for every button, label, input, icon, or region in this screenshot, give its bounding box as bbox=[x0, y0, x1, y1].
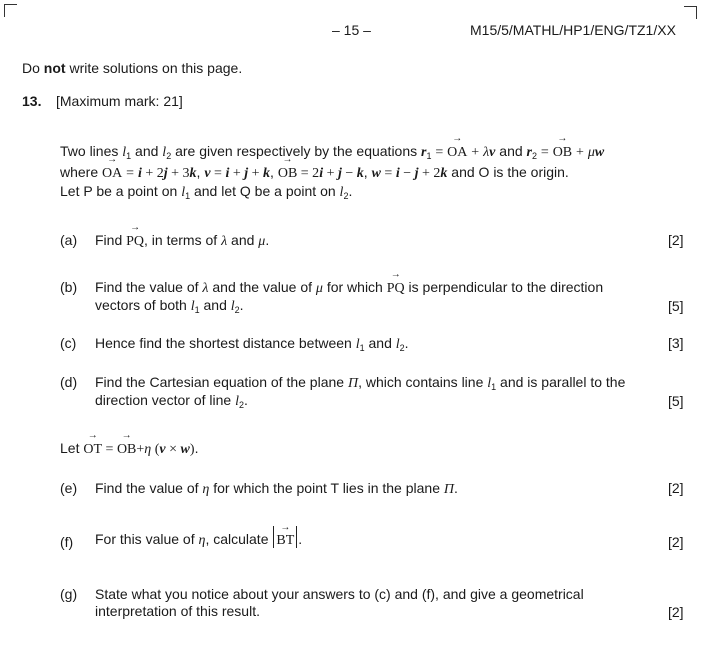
part-c-text: Hence find the shortest distance between $l_1$ and $l_2$. bbox=[95, 335, 409, 353]
paper-reference: M15/5/MATHL/HP1/ENG/TZ1/XX bbox=[470, 22, 676, 38]
part-f-text: For this value of η, calculate → BT . bbox=[95, 526, 302, 549]
part-c-label: (c) bbox=[60, 335, 77, 351]
part-d-label: (d) bbox=[60, 374, 78, 390]
part-a-mark: [2] bbox=[668, 232, 684, 248]
part-d-mark: [5] bbox=[668, 393, 684, 409]
part-g-text-2: interpretation of this result. bbox=[95, 603, 260, 619]
part-b-text-1: Find the value of λ and the value of μ for which → PQ is perpendicular to the direction bbox=[95, 279, 603, 297]
let-ot-line: Let → OT = → OB+η (v × w). bbox=[60, 440, 198, 458]
intro-line-2: where → OA = i + 2j + 3k, v = i + j + k, → OB = 2i + j − k, w = i − j + 2k and O is the origin. bbox=[60, 164, 569, 182]
page-notice: Do not write solutions on this page. bbox=[22, 60, 243, 76]
intro-line-1: Two lines $l_1$ and $l_2$ are given respectively by the equations $r_1$ = → OA + λv and $r_2$ = → OB + μw bbox=[60, 143, 604, 161]
part-a-label: (a) bbox=[60, 232, 78, 248]
part-f-label: (f) bbox=[60, 534, 74, 550]
max-mark: [Maximum mark: 21] bbox=[56, 93, 183, 109]
part-e-label: (e) bbox=[60, 480, 78, 496]
part-e-mark: [2] bbox=[668, 480, 684, 496]
question-number: 13. bbox=[22, 93, 42, 109]
part-g-text-1: State what you notice about your answers to (c) and (f), and give a geometrical bbox=[95, 586, 584, 602]
intro-line-3: Let P be a point on $l_1$ and let Q be a point on $l_2$. bbox=[60, 183, 353, 201]
part-c-mark: [3] bbox=[668, 335, 684, 351]
part-b-text-2: vectors of both $l_1$ and $l_2$. bbox=[95, 297, 244, 315]
crop-mark-top-left bbox=[4, 4, 17, 17]
part-b-label: (b) bbox=[60, 279, 78, 295]
part-f-mark: [2] bbox=[668, 534, 684, 550]
crop-mark-top-right bbox=[684, 6, 697, 19]
part-d-text-1: Find the Cartesian equation of the plane Π, which contains line $l_1$ and is parallel to the bbox=[95, 374, 626, 392]
part-a-text: Find → PQ, in terms of λ and μ. bbox=[95, 232, 269, 250]
part-e-text: Find the value of η for which the point T lies in the plane Π. bbox=[95, 480, 458, 497]
part-g-label: (g) bbox=[60, 586, 78, 602]
part-b-mark: [5] bbox=[668, 298, 684, 314]
part-g-mark: [2] bbox=[668, 604, 684, 620]
page-number: – 15 – bbox=[332, 22, 371, 38]
part-d-text-2: direction vector of line $l_2$. bbox=[95, 392, 248, 410]
